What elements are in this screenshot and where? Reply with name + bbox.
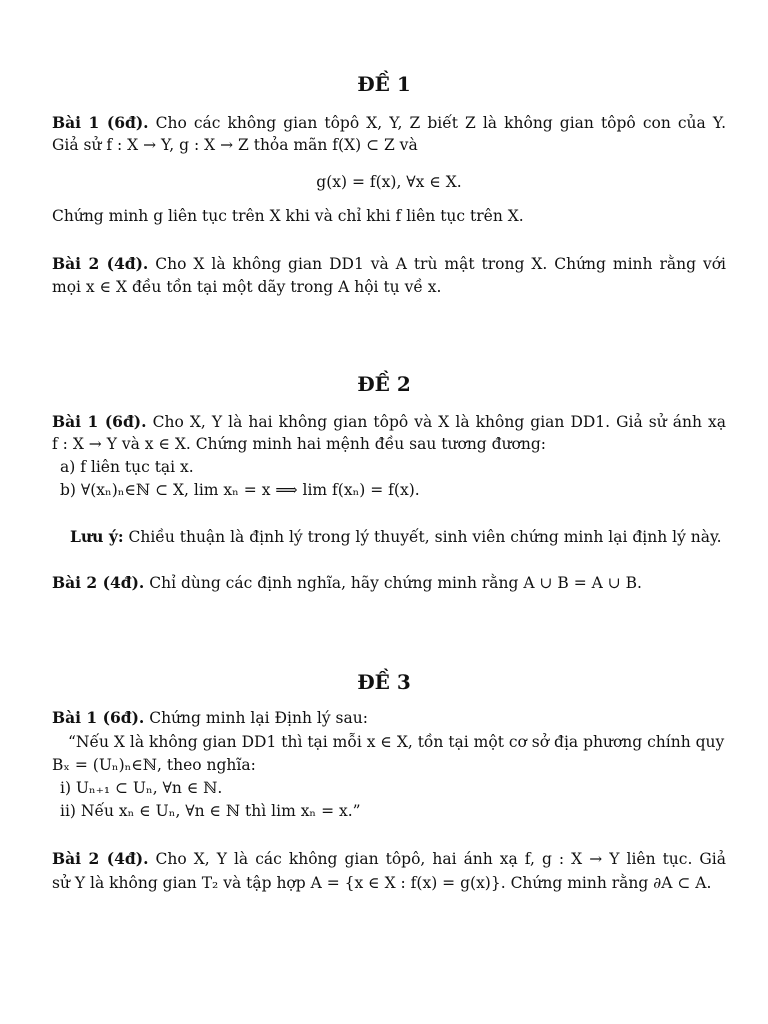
de2-note-label: Lưu ý: [70,527,124,546]
de3-bai2-label: Bài 2 (4đ). [52,849,149,868]
de1-bai2-text1: Cho X là không gian DD1 và A trù mật trong X. Chứng minh rằng với [148,255,727,273]
de3-bai2-line1 [52,848,726,870]
de1-bai1-line2: Giả sử f : X → Y, g : X → Z thỏa mãn f(X) ⊂ Z và [52,136,418,154]
de3-title: ĐỀ 3 [357,670,411,694]
de1-bai2-line1 [52,253,726,275]
de1-bai2-line2: mọi x ∈ X đều tồn tại một dãy trong A hội tụ về x. [52,278,442,296]
de2-bai1-line2: f : X → Y và x ∈ X. Chứng minh hai mệnh đều sau tương đương: [52,435,547,453]
de3-bai2-text1: Cho X, Y là các không gian tôpô, hai ánh xạ f, g : X → Y liên tục. Giả [148,850,727,868]
de2-bai1-text1: Cho X, Y là hai không gian tôpô và X là không gian DD1. Giả sử ánh xạ [146,413,726,431]
de3-bai1-item-i: i) Uₙ₊₁ ⊂ Uₙ, ∀n ∈ ℕ. [60,779,223,797]
de2-title: ĐỀ 2 [357,372,411,396]
de2-bai2-text1: Chỉ dùng các định nghĩa, hãy chứng minh rằng A ∪ B = A ∪ B. [144,574,642,592]
de3-bai1-line2: “Nếu X là không gian DD1 thì tại mỗi x ∈ X, tồn tại một cơ sở địa phương chính quy [68,733,725,751]
de3-bai1-line1 [52,707,726,729]
de2-bai2-line1 [52,572,726,594]
de1-bai1-line3: Chứng minh g liên tục trên X khi và chỉ khi f liên tục trên X. [52,207,524,225]
de1-bai2-label: Bài 2 (4đ). [52,254,149,273]
de1-bai1-text1: Cho các không gian tôpô X, Y, Z biết Z là không gian tôpô con của Y. [148,114,727,132]
de2-bai1-label: Bài 1 (6đ). [52,412,147,431]
de1-bai1-formula: g(x) = f(x), ∀x ∈ X. [316,173,462,191]
de1-bai1-label: Bài 1 (6đ). [52,113,149,132]
de1-title: ĐỀ 1 [357,72,411,96]
de2-bai1-item-b: b) ∀(xₙ)ₙ∈ℕ ⊂ X, lim xₙ = x ⟹ lim f(xₙ) = f(x). [60,481,420,499]
de3-bai1-line3: Bₓ = (Uₙ)ₙ∈ℕ, theo nghĩa: [52,756,256,774]
de2-bai2-label: Bài 2 (4đ). [52,573,145,592]
de2-note-text: Chiều thuận là định lý trong lý thuyết, sinh viên chứng minh lại định lý này. [123,528,722,546]
de3-bai1-label: Bài 1 (6đ). [52,708,145,727]
de2-bai1-item-a: a) f liên tục tại x. [60,458,194,476]
de1-bai1-line1 [52,112,726,134]
de3-bai1-text1: Chứng minh lại Định lý sau: [144,709,368,727]
de2-note [52,526,726,548]
de3-bai1-item-ii: ii) Nếu xₙ ∈ Uₙ, ∀n ∈ ℕ thì lim xₙ = x.” [60,802,361,820]
de2-bai1-line1 [52,411,726,433]
de3-bai2-line2: sử Y là không gian T₂ và tập hợp A = {x ∈ X : f(x) = g(x)}. Chứng minh rằng ∂A ⊂ A. [52,874,712,892]
